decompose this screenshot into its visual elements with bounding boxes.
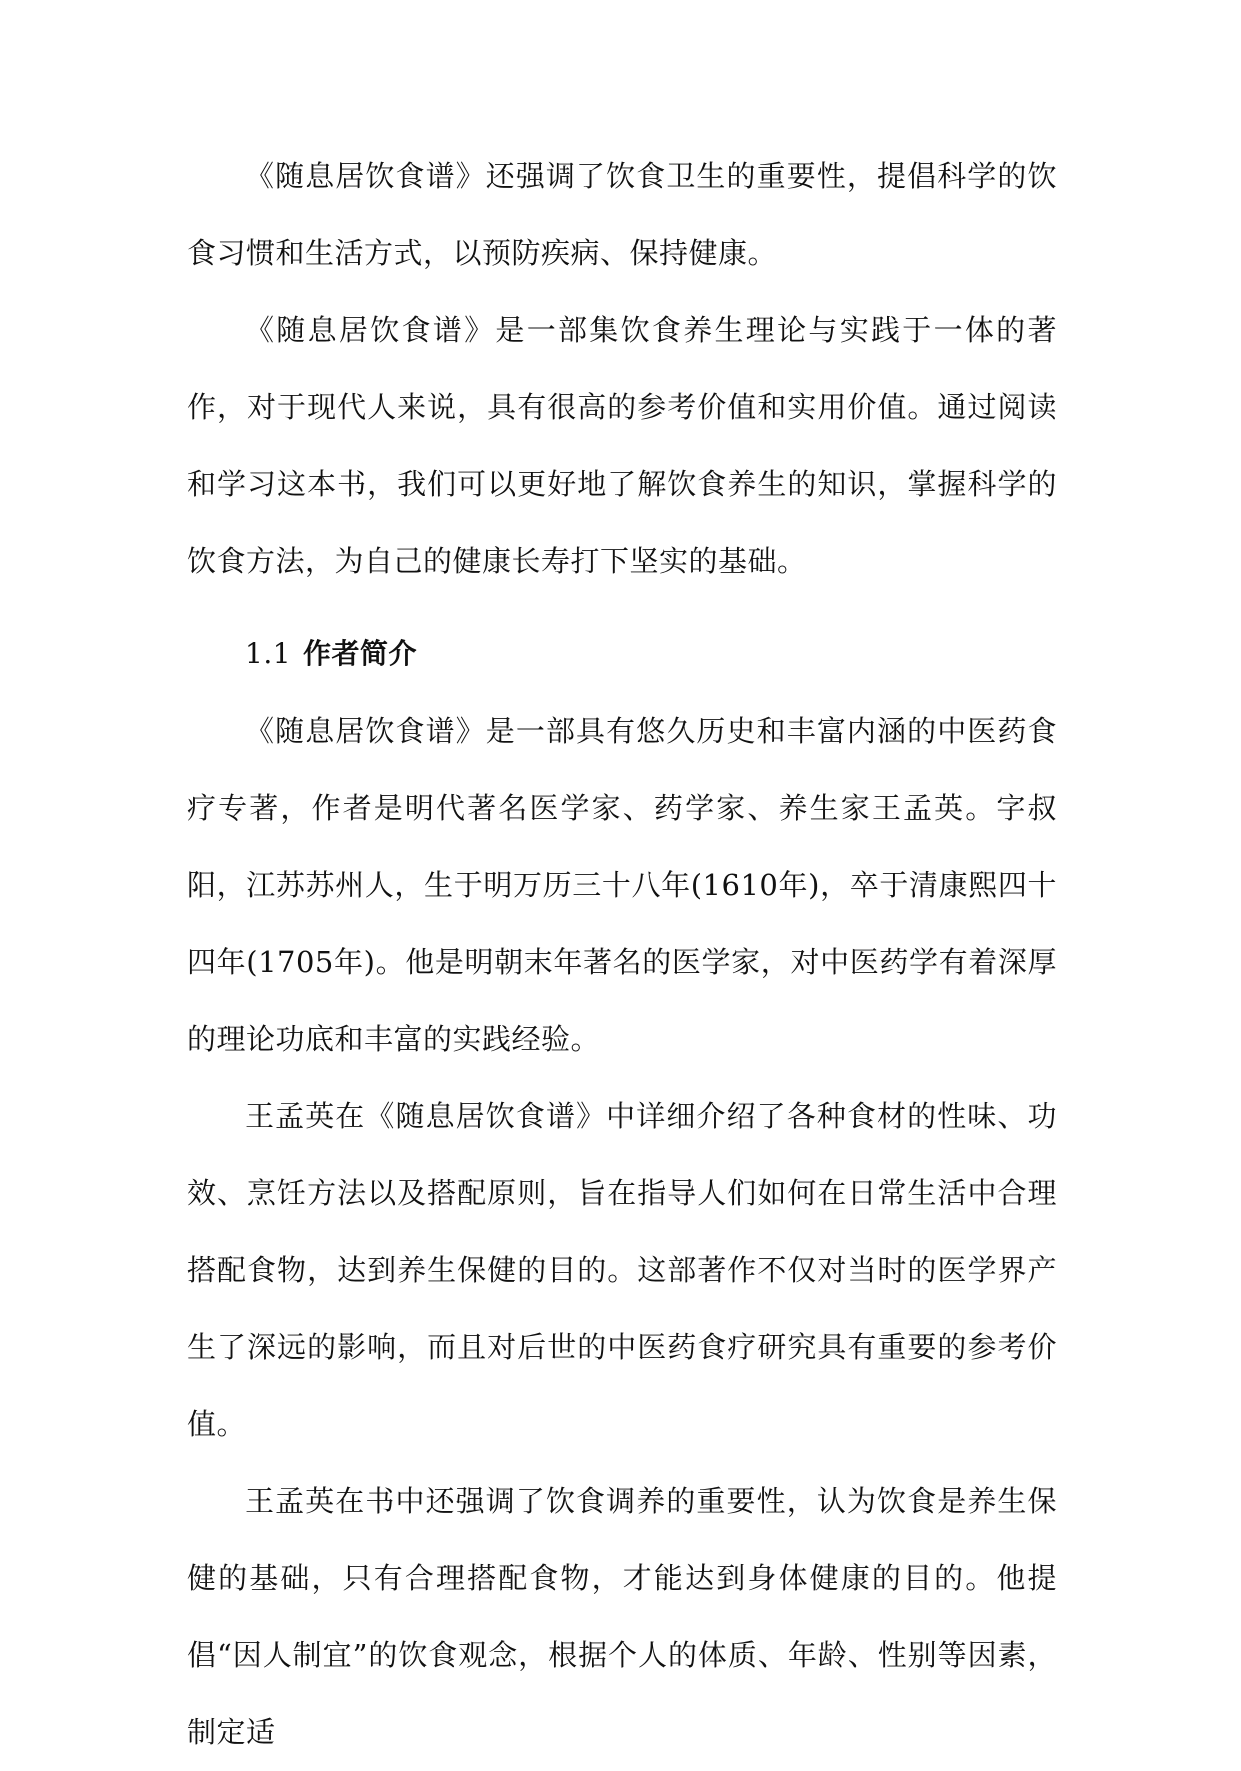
paragraph: 《随息居饮食谱》还强调了饮食卫生的重要性，提倡科学的饮食习惯和生活方式，以预防疾病、保持健康。 (187, 159, 1057, 270)
paragraph: 《随息居饮食谱》是一部具有悠久历史和丰富内涵的中医药食疗专著，作者是明代著名医学家、药学家、养生家王孟英。字叔阳，江苏苏州人，生于明万历三十八年(1610年)，卒于清康熙四十四年(1705年)。他是明朝末年著名的医学家，对中医药学有着深厚的理论功底和丰富的实践经验。 (187, 714, 1057, 1056)
paragraph: 王孟英在《随息居饮食谱》中详细介绍了各种食材的性味、功效、烹饪方法以及搭配原则，旨在指导人们如何在日常生活中合理搭配食物，达到养生保健的目的。这部著作不仅对当时的医学界产生了深远的影响，而且对后世的中医药食疗研究具有重要的参考价值。 (187, 1099, 1057, 1441)
body-text-top (187, 138, 1057, 600)
paragraph: 《随息居饮食谱》是一部集饮食养生理论与实践于一体的著作，对于现代人来说，具有很高的参考价值和实用价值。通过阅读和学习这本书，我们可以更好地了解饮食养生的知识，掌握科学的饮食方法，为自己的健康长寿打下坚实的基础。 (187, 313, 1057, 578)
body-text-section (187, 693, 1057, 1771)
paragraph: 王孟英在书中还强调了饮食调养的重要性，认为饮食是养生保健的基础，只有合理搭配食物，才能达到身体健康的目的。他提倡“因人制宜”的饮食观念，根据个人的体质、年龄、性别等因素，制定适 (187, 1484, 1057, 1749)
section-number: 1.1 (245, 637, 292, 670)
section-title: 作者简介 (303, 637, 418, 670)
section-heading (245, 624, 417, 684)
